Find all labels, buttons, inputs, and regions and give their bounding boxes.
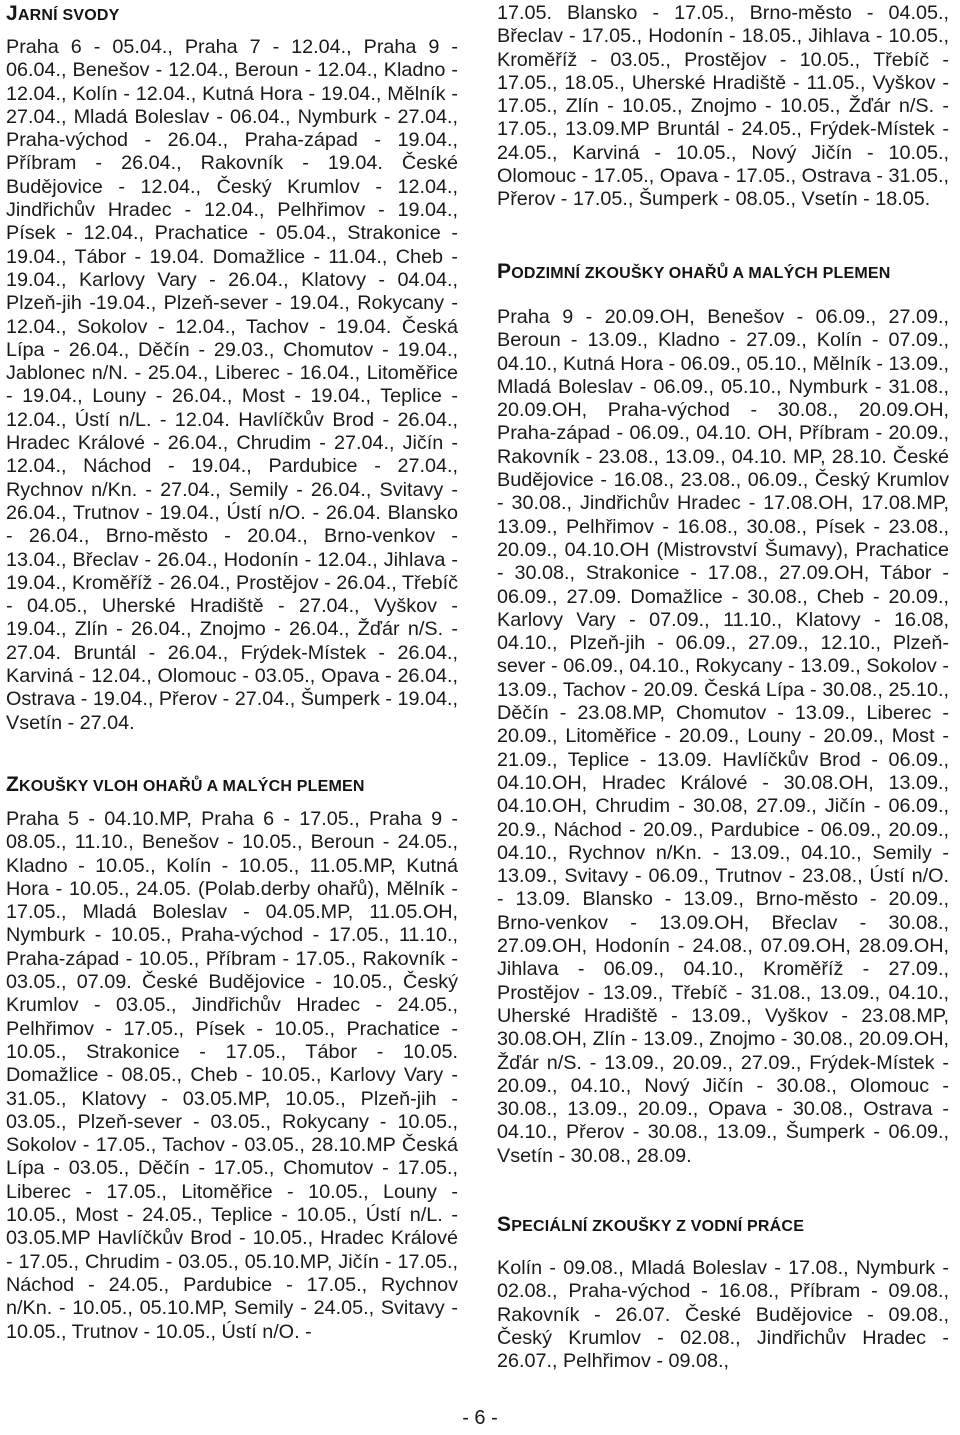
section-heading-water-exams: ZKOUŠKY VLOH OHAŘŮ A MALÝCH PLEMEN <box>6 773 365 796</box>
section-text-special-water: Kolín - 09.08., Mladá Boleslav - 17.08., Nymburk - 02.08., Praha-východ - 16.08., Příbram - 09.08., Rakovník - 26.07. České Budějovice - 09.08., Český Krumlov - 02.08., Jindřichův Hradec - 26.07., Pelhřimov - 09.08., <box>497 1257 949 1373</box>
section-text-water-exams: Praha 5 - 04.10.MP, Praha 6 - 17.05., Praha 9 - 08.05., 11.10., Benešov - 10.05., Beroun - 24.05., Kladno - 10.05., Kolín - 10.05., 11.05.MP, Kutná Hora - 10.05., 24.05. (Polab.derby ohařů), Mělník - 17.05., Mladá Boleslav - 04.05.MP, 11.05.OH, Nymburk - 10.05., Praha-východ - 17.05., 11.10., Praha-západ - 10.05., Příbram - 17.05., Rakovník - 03.05., 07.09. České Budějovice - 10.05., Český Krumlov - 03.05., Jindřichův Hradec - 24.05., Pelhřimov - 17.05., Písek - 10.05., Prachatice - 10.05., Strakonice - 17.05., Tábor - 10.05. Domažlice - 08.05., Cheb - 10.05., Karlovy Vary - 31.05., Klatovy - 03.05.MP, 10.05., Plzeň-jih - 03.05., Plzeň-sever - 03.05., Rokycany - 10.05., Sokolov - 17.05., Tachov - 03.05., 28.10.MP Česká Lípa - 03.05., Děčín - 17.05., Chomutov - 17.05., Liberec - 17.05., Litoměřice - 10.05., Louny - 10.05., Most - 24.05., Teplice - 10.05., Ústí n/L. - 03.05.MP Havlíčkův Brod - 10.05., Hradec Králové - 17.05., Chrudim - 03.05., 05.10.MP, Jičín - 17.05., Náchod - 24.05., Pardubice - 17.05., Rychnov n/Kn. - 10.05., 05.10.MP, Semily - 24.05., Svitavy - 10.05., Trutnov - 10.05., Ústí n/O. - <box>6 808 458 1343</box>
section-heading-autumn-exams: PODZIMNÍ ZKOUŠKY OHAŘŮ A MALÝCH PLEMEN <box>497 260 891 283</box>
section-text-spring-shows: Praha 6 - 05.04., Praha 7 - 12.04., Praha 9 - 06.04., Benešov - 12.04., Beroun - 12.04., Kladno - 12.04., Kolín - 12.04., Kutná Hora - 19.04., Mělník - 27.04., Mladá Boleslav - 06.04., Nymburk - 27.04., Praha-východ - 26.04., Praha-západ - 19.04., Příbram - 26.04., Rakovník - 19.04. České Budějovice - 12.04., Český Krumlov - 12.04., Jindřichův Hradec - 12.04., Pelhřimov - 19.04., Písek - 12.04., Prachatice - 05.04., Strakonice - 19.04., Tábor - 19.04. Domažlice - 11.04., Cheb - 19.04., Karlovy Vary - 26.04., Klatovy - 04.04., Plzeň-jih -19.04., Plzeň-sever - 19.04., Rokycany - 12.04., Sokolov - 12.04., Tachov - 19.04. Česká Lípa - 26.04., Děčín - 29.03., Chomutov - 19.04., Jablonec n/N. - 25.04., Liberec - 16.04., Litoměřice - 19.04., Louny - 26.04., Most - 19.04., Teplice - 12.04., Ústí n/L. - 12.04. Havlíčkův Brod - 26.04., Hradec Králové - 26.04., Chrudim - 27.04., Jičín - 12.04., Náchod - 19.04., Pardubice - 27.04., Rychnov n/Kn. - 27.04., Semily - 26.04., Svitavy - 26.04., Trutnov - 19.04., Ústí n/O. - 26.04. Blansko - 26.04., Brno-město - 20.04., Brno-venkov - 13.04., Břeclav - 26.04., Hodonín - 12.04., Jihlava - 19.04., Kroměříž - 26.04., Prostějov - 26.04., Třebíč - 04.05., Uherské Hradiště - 27.04., Vyškov - 19.04., Zlín - 26.04., Znojmo - 26.04., Žďár n/S. - 27.04. Bruntál - 26.04., Frýdek-Místek - 26.04., Karviná - 12.04., Olomouc - 03.05., Opava - 26.04., Ostrava - 19.04., Přerov - 27.04., Šumperk - 19.04., Vsetín - 27.04. <box>6 36 458 734</box>
section-text-water-exams-continued: 17.05. Blansko - 17.05., Brno-město - 04.05., Břeclav - 17.05., Hodonín - 18.05., Jihlava - 10.05., Kroměříž - 03.05., Prostějov - 10.05., Třebíč - 17.05., 18.05., Uherské Hradiště - 11.05., Vyškov - 17.05., Zlín - 10.05., Znojmo - 10.05., Žďár n/S. - 17.05., 13.09.MP Bruntál - 24.05., Frýdek-Místek - 24.05., Karviná - 10.05., Nový Jičín - 10.05., Olomouc - 17.05., Opava - 17.05., Ostrava - 31.05., Přerov - 17.05., Šumperk - 08.05., Vsetín - 18.05. <box>497 2 949 211</box>
page-number: - 6 - <box>462 1407 498 1429</box>
section-text-autumn-exams: Praha 9 - 20.09.OH, Benešov - 06.09., 27.09., Beroun - 13.09., Kladno - 27.09., Kolín - 07.09., 04.10., Kutná Hora - 06.09., 05.10., Mělník - 13.09., Mladá Boleslav - 06.09., 05.10., Nymburk - 31.08., 20.09.OH, Praha-východ - 30.08., 20.09.OH, Praha-západ - 06.09., 04.10. OH, Příbram - 20.09., Rakovník - 23.08., 13.09., 04.10. MP, 28.10. České Budějovice - 16.08., 23.08., 06.09., Český Krumlov - 30.08., Jindřichův Hradec - 17.08.OH, 17.08.MP, 13.09., Pelhřimov - 16.08., 30.08., Písek - 23.08., 20.09., 04.10.OH (Mistrovství Šumavy), Prachatice - 30.08., Strakonice - 17.08., 27.09.OH, Tábor - 06.09., 27.09. Domažlice - 30.08., Cheb - 20.09., Karlovy Vary - 07.09., 11.10., Klatovy - 16.08, 04.10., Plzeň-jih - 06.09., 27.09., 12.10., Plzeň-sever - 06.09., 04.10., Rokycany - 13.09., Sokolov - 13.09., Tachov - 20.09. Česká Lípa - 30.08., 25.10., Děčín - 23.08.MP, Chomutov - 13.09., Liberec - 20.09., Litoměřice - 20.09., Louny - 20.09., Most - 21.09., Teplice - 13.09. Havlíčkův Brod - 06.09., 04.10.OH, Hradec Králové - 30.08.OH, 13.09., 04.10.OH, Chrudim - 30.08, 27.09., Jičín - 06.09., 20.9., Náchod - 20.09., Pardubice - 06.09., 20.09., 04.10., Rychnov n/Kn. - 13.09., 04.10., Semily - 13.09., Svitavy - 06.09., Trutnov - 23.08., Ústí n/O. - 13.09. Blansko - 13.09., Brno-město - 20.09., Brno-venkov - 13.09.OH, Břeclav - 30.08., 27.09.OH, Hodonín - 24.08., 07.09.OH, 28.09.OH, Jihlava - 06.09., 04.10., Kroměříž - 27.09., Prostějov - 13.09., Třebíč - 31.08., 13.09., 04.10., Uherské Hradiště - 13.09., Vyškov - 23.08.MP, 30.08.OH, Zlín - 13.09., Znojmo - 30.08., 20.09.OH, Žďár n/S. - 13.09., 20.09., 27.09., Frýdek-Místek - 20.09., 04.10., Nový Jičín - 30.08., Olomouc - 30.08., 13.09., 20.09., Opava - 30.08., Ostrava - 04.10., Přerov - 30.08., 13.09., Šumperk - 06.09., Vsetín - 30.08., 28.09. <box>497 306 949 1167</box>
section-heading-special-water: SPECIÁLNÍ ZKOUŠKY Z VODNÍ PRÁCE <box>497 1213 805 1236</box>
section-heading-spring-shows: JARNÍ SVODY <box>6 2 120 25</box>
